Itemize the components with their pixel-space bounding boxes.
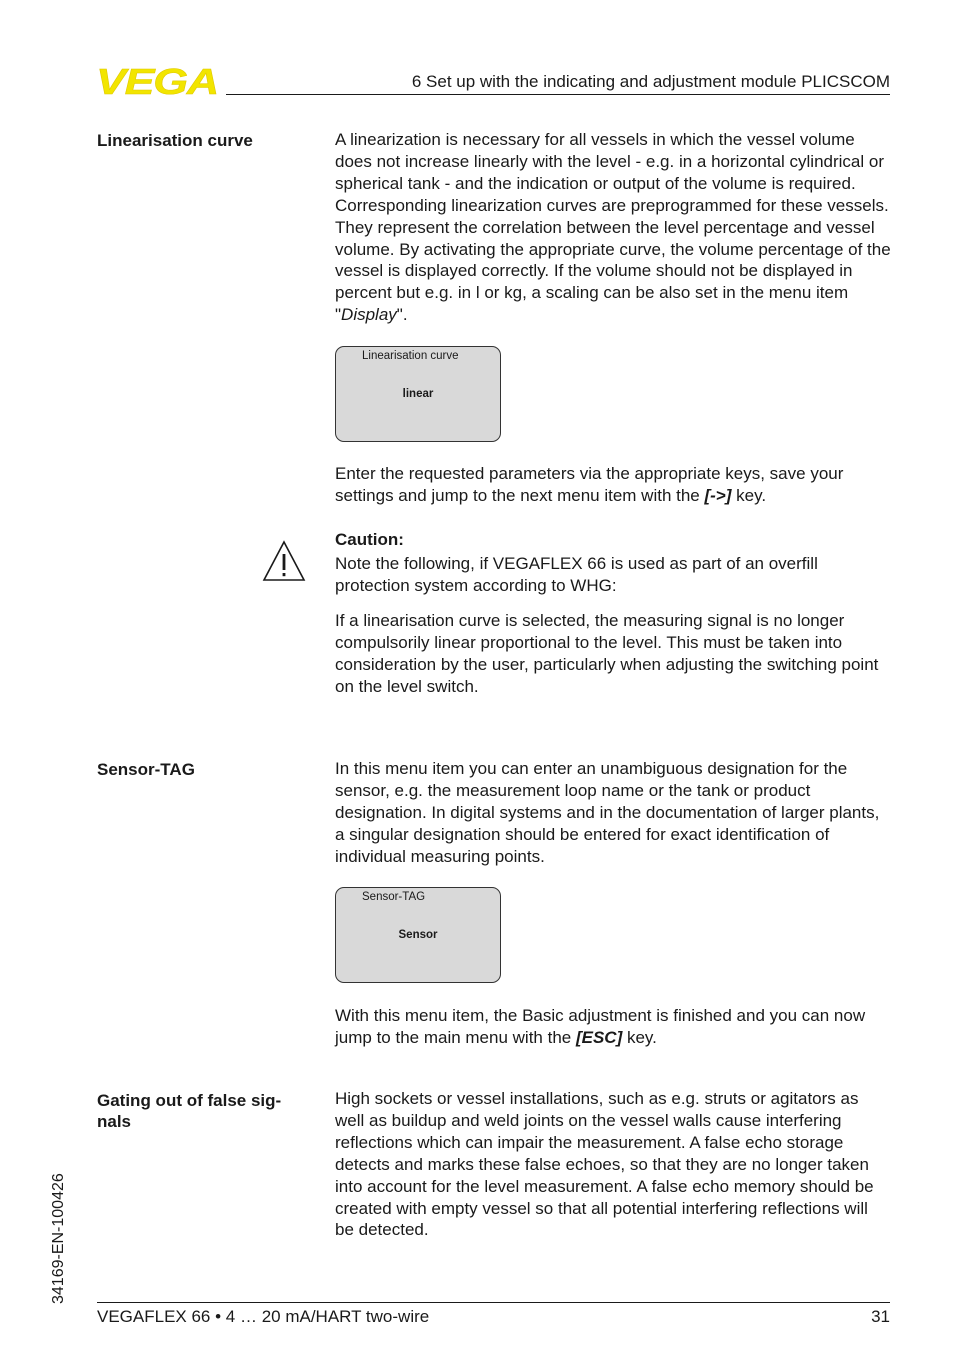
enter-text-end: key.: [731, 485, 767, 505]
display-value: Sensor: [398, 929, 438, 941]
footer-product: VEGAFLEX 66 • 4 … 20 mA/HART two-wire: [97, 1307, 430, 1326]
caution-title: Caution:: [335, 530, 404, 549]
display-title: Sensor-TAG: [362, 891, 426, 903]
vega-logo: [96, 66, 220, 96]
gating-label: [97, 1090, 312, 1132]
linearisation-intro: [335, 129, 891, 326]
finish-text-end: key.: [622, 1027, 657, 1047]
sensor-tag-display: [335, 887, 501, 983]
sensor-tag-intro: In this menu item you can enter an unambiguous designation for the sensor, e.g. the measurement loop name or the tank or product designation. In digital systems and in the documentation of larger plants, a singular designation should be entered for exact identification of individual measuring points.: [335, 759, 880, 866]
basic-adjustment-finished-text: [335, 1005, 891, 1049]
linearisation-intro-text: A linearization is necessary for all vessels in which the vessel volume does not increase linearly with the level - e.g. in a horizontal cylindrical or spherical tank - and the indication or output of the volume is required. Corresponding linearization curves are preprogrammed for these vessels. They represent the correlation between the level percentage and vessel volume. By activating the appropriate curve, the volume percentage of the vessel is displayed correctly. If the volume should not be displayed in percent but e.g. in l or kg, a scaling can be also set in the menu item ": [335, 130, 891, 325]
page-number: 31: [871, 1307, 890, 1326]
linearisation-intro-end: ".: [396, 305, 408, 325]
gating-label-line2: nals: [97, 1112, 132, 1131]
footer-rule: [97, 1302, 890, 1303]
esc-key-label: [ESC]: [575, 1027, 623, 1047]
gating-label-line1: Gating out of false sig-: [97, 1091, 282, 1110]
display-title: Linearisation curve: [362, 350, 459, 362]
enter-text: Enter the requested parameters via the appropriate keys, save your settings and jump to the next menu item with the: [335, 464, 844, 505]
sensor-tag-label: Sensor-TAG: [97, 760, 195, 779]
finish-text: With this menu item, the Basic adjustment is finished and you can now jump to the main menu with the: [335, 1006, 866, 1047]
caution-text-2: If a linearisation curve is selected, the measuring signal is no longer compulsorily linear proportional to the level. This must be taken into consideration by the user, particularly when adjusting the switching point on the level switch.: [335, 611, 879, 696]
document-id: 34169-EN-100426: [50, 1173, 67, 1304]
display-value: linear: [402, 388, 434, 400]
linearisation-display: [335, 346, 501, 442]
warning-triangle-icon: [262, 540, 306, 582]
logo-text: VEGA: [96, 66, 218, 96]
display-menu-reference: Display: [341, 305, 397, 325]
gating-text: High sockets or vessel installations, such as e.g. struts or agitators as well as buildup and weld joints on the vessel walls cause interfering reflections which can impair the measurement. A false echo storage detects and marks these false echoes, so that they are no longer taken into account for the level measurement. A false echo memory should be created with empty vessel so that all potential interfering reflections will be detected.: [335, 1089, 874, 1240]
chapter-heading: 6 Set up with the indicating and adjustment module PLICSCOM: [411, 72, 890, 91]
enter-parameters-text: [335, 463, 891, 507]
header-rule: [226, 94, 890, 95]
caution-text-1: Note the following, if VEGAFLEX 66 is used as part of an overfill protection system according to WHG:: [335, 554, 818, 595]
next-key-label: [->]: [704, 485, 732, 505]
linearisation-label: Linearisation curve: [97, 131, 253, 150]
